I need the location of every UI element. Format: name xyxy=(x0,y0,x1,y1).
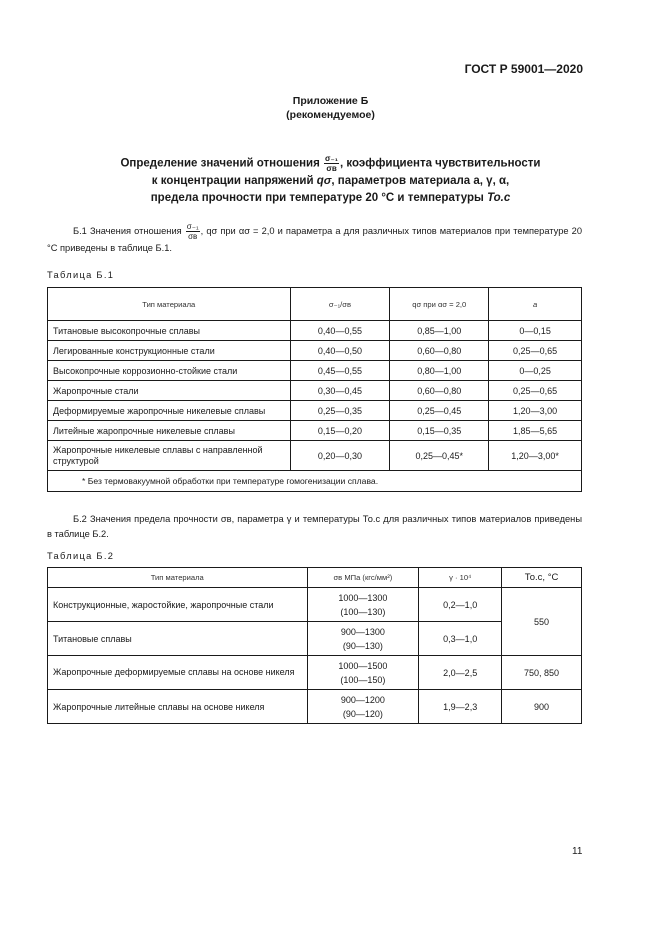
cell-strength xyxy=(307,656,419,690)
strength-mpa: 900—1300 xyxy=(340,626,385,637)
cell-value: 1,20—3,00 xyxy=(489,401,582,421)
heading-fraction xyxy=(324,154,339,173)
heading-line-2 xyxy=(0,173,661,190)
cell-value: 0,15—0,35 xyxy=(390,421,489,441)
heading-text: Определение значений отношения xyxy=(120,157,320,170)
fraction-denominator: σв xyxy=(326,164,337,173)
cell-value: 0,25—0,45* xyxy=(390,441,489,471)
cell-value: 0,25—0,65 xyxy=(489,341,582,361)
table2-header-row xyxy=(48,568,582,588)
heading-text: , параметров материала a, γ, α, xyxy=(331,175,510,187)
appendix-subtitle: (рекомендуемое) xyxy=(286,109,375,121)
table-row xyxy=(48,441,582,471)
table1-footnote: * Без термовакуумной обработки при температуре гомогенизации сплава. xyxy=(48,471,582,492)
table-row xyxy=(48,622,582,656)
table-row xyxy=(48,690,582,724)
table-row xyxy=(48,381,582,401)
table1-header-row xyxy=(48,288,582,321)
cell-temperature: 900 xyxy=(502,690,582,724)
heading-text: к концентрации напряжений xyxy=(151,175,314,187)
cell-value: 0,15—0,20 xyxy=(290,421,390,441)
cell-material: Литейные жаропрочные никелевые сплавы xyxy=(48,421,291,441)
table-row xyxy=(48,401,582,421)
cell-value: 0,85—1,00 xyxy=(390,321,489,341)
heading-symbol: qσ xyxy=(316,175,332,187)
cell-value: 0—0,25 xyxy=(489,361,582,381)
cell-value: 0,40—0,55 xyxy=(290,321,390,341)
cell-value: 0,25—0,35 xyxy=(290,401,390,421)
strength-kgf: (90—130) xyxy=(342,640,383,651)
table1-note-row xyxy=(48,471,582,492)
cell-material: Деформируемые жаропрочные никелевые сплавы xyxy=(48,401,291,421)
col-header-a: a xyxy=(489,288,582,321)
table-b2 xyxy=(47,567,582,724)
appendix-block xyxy=(0,94,661,122)
strength-kgf: (90—120) xyxy=(342,708,383,719)
table-row xyxy=(48,341,582,361)
cell-value: 0,20—0,30 xyxy=(290,441,390,471)
para-text: Б.2 Значения предела прочности σв, параметра γ и температуры То.с для различных типов материалов приведены в таблице Б.2. xyxy=(47,514,582,539)
strength-kgf: (100—130) xyxy=(340,606,386,617)
table-row xyxy=(48,656,582,690)
cell-value: 1,20—3,00* xyxy=(489,441,582,471)
cell-material: Легированные конструкционные стали xyxy=(48,341,291,361)
cell-material: Жаропрочные никелевые сплавы с направленной структурой xyxy=(48,441,291,471)
col-header-material: Тип материала xyxy=(48,568,308,588)
cell-gamma: 1,9—2,3 xyxy=(419,690,502,724)
cell-strength xyxy=(307,622,419,656)
cell-temperature: 550 xyxy=(502,588,582,656)
page-number: 11 xyxy=(572,846,583,857)
cell-temperature: 750, 850 xyxy=(502,656,582,690)
col-header-temperature: То.с, °C xyxy=(502,568,582,588)
cell-material: Высокопрочные коррозионно-стойкие стали xyxy=(48,361,291,381)
table-row xyxy=(48,361,582,381)
fraction-denominator: σв xyxy=(188,232,198,241)
cell-material: Жаропрочные литейные сплавы на основе никеля xyxy=(48,690,308,724)
table1-caption: Таблица Б.1 xyxy=(47,270,115,280)
cell-strength xyxy=(307,588,419,622)
cell-value: 0—0,15 xyxy=(489,321,582,341)
strength-mpa: 1000—1500 xyxy=(338,660,388,671)
table2-caption: Таблица Б.2 xyxy=(47,551,115,561)
table-row xyxy=(48,421,582,441)
section-heading xyxy=(0,154,661,207)
col-header-gamma: γ · 10⁴ xyxy=(419,568,502,588)
cell-value: 0,40—0,50 xyxy=(290,341,390,361)
fraction-numerator: σ₋₁ xyxy=(325,154,339,163)
heading-text: предела прочности при температуре 20 °C и температуры xyxy=(150,192,484,204)
cell-gamma: 2,0—2,5 xyxy=(419,656,502,690)
cell-value: 0,25—0,65 xyxy=(489,381,582,401)
appendix-title: Приложение Б xyxy=(292,95,369,107)
col-header-material: Тип материала xyxy=(48,288,291,321)
strength-mpa: 1000—1300 xyxy=(338,592,388,603)
cell-gamma: 0,3—1,0 xyxy=(419,622,502,656)
cell-material: Жаропрочные деформируемые сплавы на основе никеля xyxy=(48,656,308,690)
cell-value: 0,60—0,80 xyxy=(390,341,489,361)
cell-material: Жаропрочные стали xyxy=(48,381,291,401)
heading-text: , коэффициента чувствительности xyxy=(340,157,541,170)
paragraph-b2 xyxy=(47,512,582,542)
col-header-ratio: σ₋₁/σв xyxy=(290,288,390,321)
strength-kgf: (100—150) xyxy=(340,674,386,685)
paragraph-b1 xyxy=(47,222,582,256)
strength-mpa: 900—1200 xyxy=(340,694,385,705)
cell-value: 0,60—0,80 xyxy=(390,381,489,401)
cell-value: 0,30—0,45 xyxy=(290,381,390,401)
heading-line-3 xyxy=(0,190,661,207)
cell-material: Титановые сплавы xyxy=(48,622,308,656)
cell-material: Конструкционные, жаростойкие, жаропрочные стали xyxy=(48,588,308,622)
col-header-q: qσ при ασ = 2,0 xyxy=(390,288,489,321)
para-text: , qσ при ασ = 2,0 и параметра a для различных типов материалов при температуре 20 °C приведены в таблице Б.1. xyxy=(47,225,582,253)
para-fraction xyxy=(186,222,200,241)
fraction-numerator: σ₋₁ xyxy=(186,222,199,231)
heading-symbol: То.с xyxy=(487,192,511,204)
table-row xyxy=(48,321,582,341)
para-text: Б.1 Значения отношения xyxy=(73,225,182,236)
cell-value: 1,85—5,65 xyxy=(489,421,582,441)
cell-value: 0,80—1,00 xyxy=(390,361,489,381)
cell-strength xyxy=(307,690,419,724)
cell-material: Титановые высокопрочные сплавы xyxy=(48,321,291,341)
standard-number: ГОСТ Р 59001—2020 xyxy=(464,62,583,76)
heading-line-1 xyxy=(0,154,661,173)
cell-gamma: 0,2—1,0 xyxy=(419,588,502,622)
table-row xyxy=(48,588,582,622)
cell-value: 0,45—0,55 xyxy=(290,361,390,381)
cell-value: 0,25—0,45 xyxy=(390,401,489,421)
table-b1 xyxy=(47,287,582,492)
col-header-strength: σв МПа (кгс/мм²) xyxy=(307,568,419,588)
